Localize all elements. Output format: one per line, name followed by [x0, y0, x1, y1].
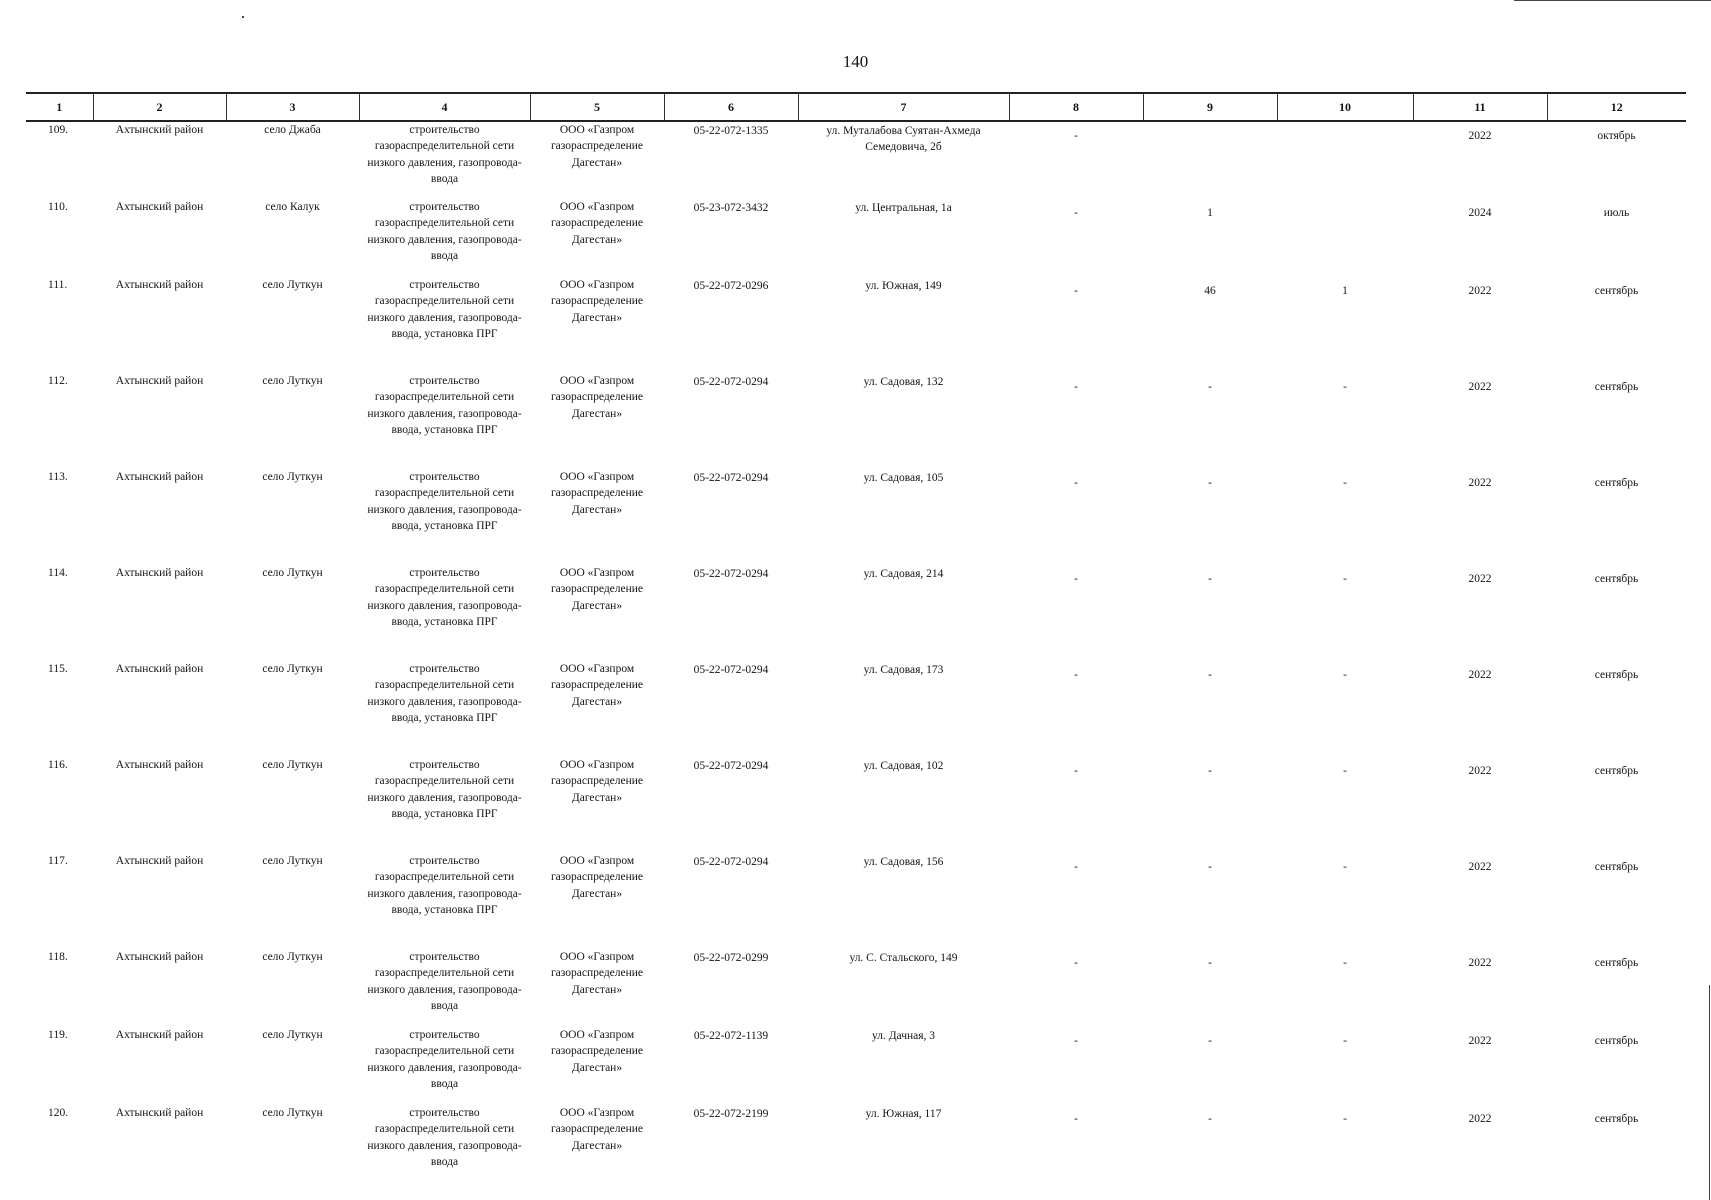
- table-cell: ул. Центральная, 1а: [855, 202, 952, 214]
- gasification-table: [26, 92, 1686, 1187]
- table-cell: 112.: [48, 375, 68, 387]
- table-cell: Ахтынский район: [115, 124, 204, 136]
- table-cell: Ахтынский район: [115, 201, 204, 213]
- table-row: [26, 949, 1686, 1027]
- table-cell: строительство газораспределительной сети низкого давления, газопровода-ввода, установка ПРГ: [367, 567, 522, 629]
- table-cell: 113.: [48, 471, 68, 483]
- table-cell: Ахтынский район: [115, 375, 204, 387]
- table-cell: сентябрь: [1594, 765, 1639, 777]
- table-cell: строительство газораспределительной сети низкого давления, газопровода-ввода: [367, 201, 522, 263]
- table-cell: 109.: [48, 124, 69, 136]
- table-cell: ООО «Газпром газораспределение Дагестан»: [550, 1107, 644, 1152]
- table-cell: 05-22-072-2199: [693, 1108, 769, 1120]
- table-cell: сентябрь: [1594, 477, 1639, 489]
- table-cell: строительство газораспределительной сети низкого давления, газопровода-ввода: [367, 1107, 522, 1169]
- table-cell: село Луткун: [262, 759, 323, 771]
- table-cell: сентябрь: [1594, 957, 1639, 969]
- table-cell: -: [1208, 573, 1212, 585]
- table-cell: сентябрь: [1594, 861, 1639, 873]
- table-cell: [1143, 121, 1277, 199]
- table-row: [26, 277, 1686, 373]
- table-cell: 119.: [48, 1029, 68, 1041]
- table-cell: 111.: [48, 279, 68, 291]
- table-cell: -: [1074, 861, 1078, 873]
- table-cell: сентябрь: [1594, 669, 1639, 681]
- table-cell: -: [1074, 285, 1078, 297]
- table-cell: 05-22-072-0294: [693, 664, 769, 676]
- table-cell: 05-22-072-0299: [693, 952, 769, 964]
- table-cell: -: [1074, 765, 1078, 777]
- table-cell: 1: [1342, 285, 1348, 297]
- column-header: 1: [26, 93, 93, 121]
- table-cell: Ахтынский район: [115, 1107, 204, 1119]
- column-number-row: [26, 93, 1686, 121]
- table-cell: строительство газораспределительной сети низкого давления, газопровода-ввода: [367, 1029, 522, 1091]
- table-cell: ООО «Газпром газораспределение Дагестан»: [550, 855, 644, 900]
- table-cell: Ахтынский район: [115, 759, 204, 771]
- table-cell: 05-22-072-1139: [693, 1030, 769, 1042]
- table-cell: -: [1208, 669, 1212, 681]
- column-header: 12: [1547, 93, 1686, 121]
- column-header: 8: [1009, 93, 1143, 121]
- table-cell: ООО «Газпром газораспределение Дагестан»: [550, 471, 644, 516]
- table-cell: строительство газораспределительной сети низкого давления, газопровода-ввода, установка ПРГ: [367, 279, 522, 341]
- table-cell: ООО «Газпром газораспределение Дагестан»: [550, 124, 644, 169]
- column-header: 11: [1413, 93, 1547, 121]
- table-cell: ул. Дачная, 3: [871, 1030, 936, 1042]
- table-cell: село Калук: [265, 201, 320, 213]
- table-cell: 05-22-072-0294: [693, 568, 769, 580]
- table-cell: Ахтынский район: [115, 951, 204, 963]
- table-cell: 117.: [48, 855, 68, 867]
- table-row: [26, 121, 1686, 199]
- table-cell: -: [1208, 765, 1212, 777]
- column-header: 2: [93, 93, 226, 121]
- table-cell: село Луткун: [262, 663, 323, 675]
- table-cell: ул. Садовая, 132: [863, 376, 944, 388]
- table-cell: -: [1343, 1113, 1347, 1125]
- table-cell: 2022: [1468, 765, 1492, 777]
- table-cell: ул. Садовая, 105: [863, 472, 944, 484]
- table-cell: ООО «Газпром газораспределение Дагестан»: [550, 375, 644, 420]
- column-header: 3: [226, 93, 359, 121]
- table-cell: село Луткун: [262, 279, 323, 291]
- table-cell: -: [1343, 573, 1347, 585]
- table-cell: -: [1343, 1035, 1347, 1047]
- table-cell: село Луткун: [262, 1029, 323, 1041]
- table-cell: 2022: [1468, 477, 1492, 489]
- table-row: [26, 199, 1686, 277]
- table-cell: 110.: [48, 201, 68, 213]
- table-body: [26, 121, 1686, 1187]
- table-cell: село Луткун: [262, 471, 323, 483]
- table-cell: -: [1208, 381, 1212, 393]
- table-cell: ул. Садовая, 214: [863, 568, 944, 580]
- table-cell: -: [1343, 477, 1347, 489]
- table-cell: 2022: [1468, 1035, 1492, 1047]
- table-row: [26, 1027, 1686, 1105]
- table-cell: 05-22-072-0294: [693, 376, 769, 388]
- table-row: [26, 853, 1686, 949]
- table-cell: ул. С. Стальского, 149: [849, 952, 958, 964]
- table-cell: ул. Садовая, 102: [863, 760, 944, 772]
- table-cell: строительство газораспределительной сети низкого давления, газопровода-ввода, установка ПРГ: [367, 759, 522, 821]
- column-header: 6: [664, 93, 798, 121]
- table-cell: Ахтынский район: [115, 471, 204, 483]
- table-cell: -: [1208, 1113, 1212, 1125]
- table-cell: июль: [1603, 207, 1630, 219]
- table-cell: 46: [1204, 285, 1216, 297]
- table-cell: 2022: [1468, 1113, 1492, 1125]
- column-header: 7: [798, 93, 1009, 121]
- table-row: [26, 757, 1686, 853]
- table-row: [26, 469, 1686, 565]
- table-cell: ул. Южная, 117: [865, 1108, 942, 1120]
- table-cell: [1277, 121, 1413, 199]
- table-cell: село Луткун: [262, 855, 323, 867]
- column-header: 4: [359, 93, 530, 121]
- table-row: [26, 1105, 1686, 1187]
- table-cell: Ахтынский район: [115, 567, 204, 579]
- column-header: 9: [1143, 93, 1277, 121]
- table-cell: ООО «Газпром газораспределение Дагестан»: [550, 951, 644, 996]
- table-cell: ООО «Газпром газораспределение Дагестан»: [550, 1029, 644, 1074]
- table-cell: сентябрь: [1594, 573, 1639, 585]
- table-cell: -: [1208, 477, 1212, 489]
- table-cell: -: [1343, 957, 1347, 969]
- table-cell: ул. Муталабова Суятан-Ахмеда Семедовича, 2б: [826, 125, 981, 154]
- table-row: [26, 373, 1686, 469]
- table-cell: [1277, 199, 1413, 277]
- scan-mark: [1514, 0, 1711, 1]
- table-cell: -: [1074, 573, 1078, 585]
- table-cell: 2022: [1468, 861, 1492, 873]
- table-cell: -: [1343, 669, 1347, 681]
- table-cell: -: [1074, 381, 1078, 393]
- table-cell: сентябрь: [1594, 1113, 1639, 1125]
- table-cell: ООО «Газпром газораспределение Дагестан»: [550, 663, 644, 708]
- table-cell: сентябрь: [1594, 1035, 1639, 1047]
- table-cell: ООО «Газпром газораспределение Дагестан»: [550, 201, 644, 246]
- table-cell: ООО «Газпром газораспределение Дагестан»: [550, 279, 644, 324]
- table-cell: -: [1208, 957, 1212, 969]
- table-cell: строительство газораспределительной сети низкого давления, газопровода-ввода, установка ПРГ: [367, 663, 522, 725]
- table-cell: -: [1074, 477, 1078, 489]
- table-cell: Ахтынский район: [115, 1029, 204, 1041]
- table-cell: строительство газораспределительной сети низкого давления, газопровода-ввода, установка ПРГ: [367, 855, 522, 917]
- table-row: [26, 661, 1686, 757]
- table-cell: сентябрь: [1594, 381, 1639, 393]
- table-cell: сентябрь: [1594, 285, 1639, 297]
- scan-mark: [1709, 985, 1710, 1200]
- table-cell: строительство газораспределительной сети низкого давления, газопровода-ввода: [367, 124, 522, 186]
- table-cell: -: [1208, 1035, 1212, 1047]
- table-cell: 2024: [1468, 207, 1492, 219]
- table-cell: село Луткун: [262, 951, 323, 963]
- table-cell: 2022: [1468, 573, 1492, 585]
- table-row: [26, 565, 1686, 661]
- table-cell: октябрь: [1597, 130, 1636, 142]
- table-cell: -: [1074, 1035, 1078, 1047]
- table-cell: ООО «Газпром газораспределение Дагестан»: [550, 759, 644, 804]
- table-cell: -: [1074, 669, 1078, 681]
- table-cell: 05-22-072-0294: [693, 760, 769, 772]
- table-cell: строительство газораспределительной сети низкого давления, газопровода-ввода, установка ПРГ: [367, 375, 522, 437]
- table-cell: 05-22-072-0294: [693, 472, 769, 484]
- table-cell: 120.: [48, 1107, 69, 1119]
- table-cell: 2022: [1468, 130, 1492, 142]
- table-cell: Ахтынский район: [115, 855, 204, 867]
- table-cell: 2022: [1468, 669, 1492, 681]
- table-cell: ул. Южная, 149: [865, 280, 942, 292]
- table-cell: ООО «Газпром газораспределение Дагестан»: [550, 567, 644, 612]
- column-header: 5: [530, 93, 664, 121]
- column-header: 10: [1277, 93, 1413, 121]
- table-cell: строительство газораспределительной сети низкого давления, газопровода-ввода: [367, 951, 522, 1013]
- table-cell: -: [1343, 381, 1347, 393]
- table-cell: Ахтынский район: [115, 663, 204, 675]
- table-cell: 2022: [1468, 285, 1492, 297]
- table-cell: село Луткун: [262, 567, 323, 579]
- table-cell: строительство газораспределительной сети низкого давления, газопровода-ввода, установка ПРГ: [367, 471, 522, 533]
- table-cell: ул. Садовая, 156: [863, 856, 944, 868]
- table-cell: 1: [1207, 207, 1213, 219]
- table-cell: -: [1074, 1113, 1078, 1125]
- table-cell: 2022: [1468, 957, 1492, 969]
- table-cell: -: [1343, 861, 1347, 873]
- table-cell: 05-22-072-0296: [693, 280, 769, 292]
- table-cell: -: [1343, 765, 1347, 777]
- table-cell: Ахтынский район: [115, 279, 204, 291]
- table-cell: 2022: [1468, 381, 1492, 393]
- table-cell: -: [1208, 861, 1212, 873]
- table-cell: -: [1074, 957, 1078, 969]
- table-cell: 05-22-072-0294: [693, 856, 769, 868]
- table-cell: 116.: [48, 759, 68, 771]
- table-cell: 05-23-072-3432: [693, 202, 769, 214]
- table-cell: село Луткун: [262, 375, 323, 387]
- table-cell: 114.: [48, 567, 68, 579]
- scan-mark: [242, 16, 244, 18]
- table-cell: село Джаба: [264, 124, 321, 136]
- table-cell: 05-22-072-1335: [693, 125, 769, 137]
- table-cell: 115.: [48, 663, 68, 675]
- table-cell: ул. Садовая, 173: [863, 664, 944, 676]
- table-cell: село Луткун: [262, 1107, 323, 1119]
- page-number: 140: [842, 52, 869, 71]
- table-cell: -: [1074, 207, 1078, 219]
- table-cell: 118.: [48, 951, 68, 963]
- table-cell: -: [1074, 130, 1078, 142]
